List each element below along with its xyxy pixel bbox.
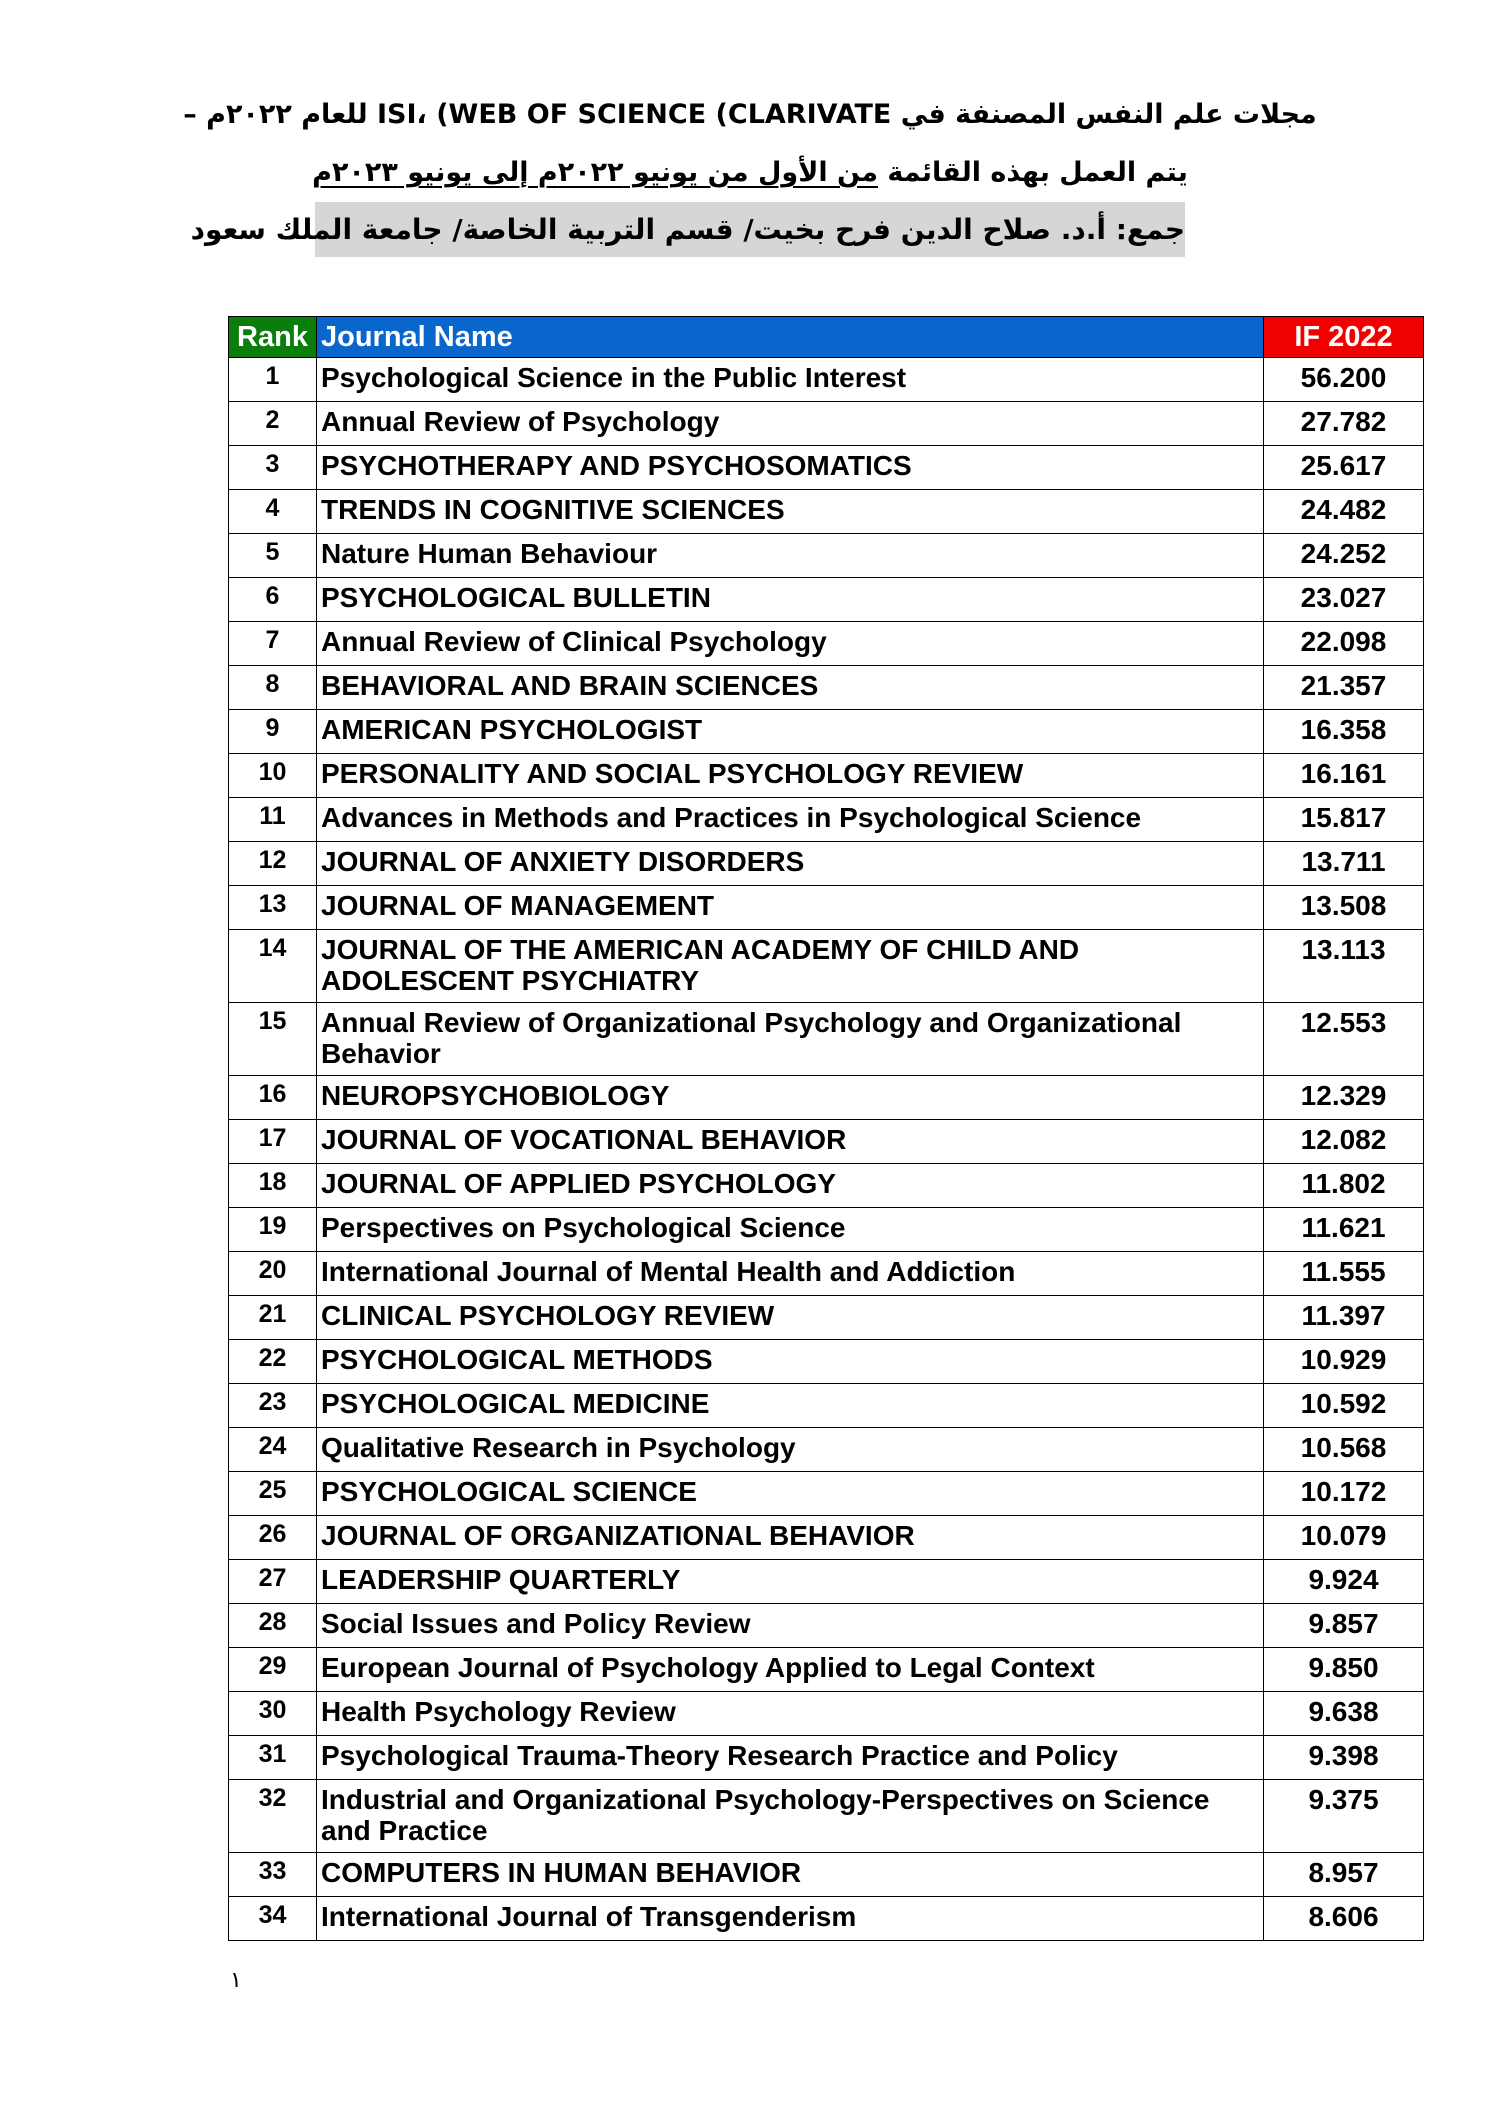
rank-cell: 10 xyxy=(229,754,317,798)
rank-cell: 26 xyxy=(229,1516,317,1560)
journal-name-cell: Psychological Trauma-Theory Research Practice and Policy xyxy=(317,1736,1264,1780)
rank-cell: 19 xyxy=(229,1208,317,1252)
table-row xyxy=(229,1296,1424,1340)
impact-factor-cell: 9.850 xyxy=(1264,1648,1424,1692)
table-row xyxy=(229,1428,1424,1472)
validity-dates: من الأول من يونيو ٢٠٢٢م إلى يونيو ٢٠٢٣م xyxy=(312,157,878,188)
impact-factor-cell: 9.924 xyxy=(1264,1560,1424,1604)
impact-factor-cell: 11.621 xyxy=(1264,1208,1424,1252)
impact-factor-cell: 12.553 xyxy=(1264,1003,1424,1076)
table-row xyxy=(229,798,1424,842)
table-row xyxy=(229,1780,1424,1853)
journal-name-cell: Health Psychology Review xyxy=(317,1692,1264,1736)
rank-cell: 29 xyxy=(229,1648,317,1692)
journal-name-cell: Psychological Science in the Public Interest xyxy=(317,358,1264,402)
rank-cell: 22 xyxy=(229,1340,317,1384)
rank-cell: 8 xyxy=(229,666,317,710)
rank-cell: 18 xyxy=(229,1164,317,1208)
table-row xyxy=(229,754,1424,798)
impact-factor-cell: 27.782 xyxy=(1264,402,1424,446)
impact-factor-cell: 10.592 xyxy=(1264,1384,1424,1428)
validity-label: يتم العمل بهذه القائمة xyxy=(878,157,1188,188)
rank-cell: 16 xyxy=(229,1076,317,1120)
impact-factor-cell: 12.082 xyxy=(1264,1120,1424,1164)
rank-cell: 12 xyxy=(229,842,317,886)
impact-factor-cell: 10.172 xyxy=(1264,1472,1424,1516)
table-body xyxy=(229,358,1424,1941)
impact-factor-cell: 9.857 xyxy=(1264,1604,1424,1648)
impact-factor-cell: 23.027 xyxy=(1264,578,1424,622)
journal-name-cell: COMPUTERS IN HUMAN BEHAVIOR xyxy=(317,1853,1264,1897)
page-number: ١ xyxy=(230,1968,242,1993)
rank-cell: 11 xyxy=(229,798,317,842)
table-row xyxy=(229,1648,1424,1692)
table-row xyxy=(229,1516,1424,1560)
journal-name-cell: Annual Review of Psychology xyxy=(317,402,1264,446)
journal-name-cell: JOURNAL OF ORGANIZATIONAL BEHAVIOR xyxy=(317,1516,1264,1560)
rank-cell: 24 xyxy=(229,1428,317,1472)
rank-cell: 15 xyxy=(229,1003,317,1076)
impact-factor-cell: 9.375 xyxy=(1264,1780,1424,1853)
table-row xyxy=(229,1692,1424,1736)
rank-cell: 3 xyxy=(229,446,317,490)
rank-cell: 21 xyxy=(229,1296,317,1340)
table-row xyxy=(229,1208,1424,1252)
journal-name-cell: Social Issues and Policy Review xyxy=(317,1604,1264,1648)
journal-name-cell: Nature Human Behaviour xyxy=(317,534,1264,578)
journal-name-cell: JOURNAL OF THE AMERICAN ACADEMY OF CHILD AND ADOLESCENT PSYCHIATRY xyxy=(317,930,1264,1003)
rank-cell: 30 xyxy=(229,1692,317,1736)
rank-cell: 33 xyxy=(229,1853,317,1897)
table-row xyxy=(229,710,1424,754)
impact-factor-cell: 56.200 xyxy=(1264,358,1424,402)
journal-name-cell: Perspectives on Psychological Science xyxy=(317,1208,1264,1252)
table-row xyxy=(229,1853,1424,1897)
impact-factor-cell: 16.358 xyxy=(1264,710,1424,754)
rank-cell: 20 xyxy=(229,1252,317,1296)
journal-name-cell: PSYCHOLOGICAL BULLETIN xyxy=(317,578,1264,622)
table-row xyxy=(229,1076,1424,1120)
journal-name-cell: JOURNAL OF APPLIED PSYCHOLOGY xyxy=(317,1164,1264,1208)
rank-cell: 2 xyxy=(229,402,317,446)
table-row xyxy=(229,402,1424,446)
table-row xyxy=(229,842,1424,886)
table-row xyxy=(229,534,1424,578)
impact-factor-cell: 10.929 xyxy=(1264,1340,1424,1384)
rank-cell: 1 xyxy=(229,358,317,402)
table-row xyxy=(229,1604,1424,1648)
journal-name-cell: CLINICAL PSYCHOLOGY REVIEW xyxy=(317,1296,1264,1340)
rank-cell: 23 xyxy=(229,1384,317,1428)
rank-cell: 7 xyxy=(229,622,317,666)
rank-cell: 14 xyxy=(229,930,317,1003)
journal-name-cell: European Journal of Psychology Applied to Legal Context xyxy=(317,1648,1264,1692)
impact-factor-cell: 16.161 xyxy=(1264,754,1424,798)
impact-factor-cell: 9.638 xyxy=(1264,1692,1424,1736)
validity-period xyxy=(0,154,1500,192)
compiler-credit: جمع: أ.د. صلاح الدين فرح بخيت/ قسم التربية الخاصة/ جامعة الملك سعود xyxy=(190,213,1185,246)
journals-table xyxy=(228,316,1424,1941)
journal-name-cell: BEHAVIORAL AND BRAIN SCIENCES xyxy=(317,666,1264,710)
journal-name-cell: JOURNAL OF ANXIETY DISORDERS xyxy=(317,842,1264,886)
impact-factor-cell: 8.957 xyxy=(1264,1853,1424,1897)
journal-name-cell: Advances in Methods and Practices in Psychological Science xyxy=(317,798,1264,842)
table-row xyxy=(229,358,1424,402)
journal-name-cell: Annual Review of Clinical Psychology xyxy=(317,622,1264,666)
table-row xyxy=(229,1003,1424,1076)
table-row xyxy=(229,446,1424,490)
impact-factor-cell: 11.555 xyxy=(1264,1252,1424,1296)
impact-factor-cell: 13.113 xyxy=(1264,930,1424,1003)
impact-factor-cell: 13.711 xyxy=(1264,842,1424,886)
journal-name-cell: International Journal of Transgenderism xyxy=(317,1897,1264,1941)
impact-factor-cell: 11.397 xyxy=(1264,1296,1424,1340)
compiler-banner xyxy=(190,202,1185,257)
impact-factor-cell: 8.606 xyxy=(1264,1897,1424,1941)
journal-name-cell: International Journal of Mental Health and Addiction xyxy=(317,1252,1264,1296)
impact-factor-cell: 22.098 xyxy=(1264,622,1424,666)
journal-name-cell: AMERICAN PSYCHOLOGIST xyxy=(317,710,1264,754)
table-row xyxy=(229,886,1424,930)
impact-factor-cell: 13.508 xyxy=(1264,886,1424,930)
column-header-rank: Rank xyxy=(229,317,317,358)
journal-name-cell: PSYCHOLOGICAL MEDICINE xyxy=(317,1384,1264,1428)
table-row xyxy=(229,1340,1424,1384)
journal-name-cell: PSYCHOTHERAPY AND PSYCHOSOMATICS xyxy=(317,446,1264,490)
journal-name-cell: PSYCHOLOGICAL SCIENCE xyxy=(317,1472,1264,1516)
table-row xyxy=(229,930,1424,1003)
column-header-journal-name: Journal Name xyxy=(317,317,1264,358)
rank-cell: 32 xyxy=(229,1780,317,1853)
document-title: مجلات علم النفس المصنفة في ISI، (WEB OF SCIENCE (CLARIVATE للعام ٢٠٢٢م – xyxy=(183,99,1317,130)
journal-name-cell: TRENDS IN COGNITIVE SCIENCES xyxy=(317,490,1264,534)
table-row xyxy=(229,1897,1424,1941)
table-row xyxy=(229,1164,1424,1208)
journal-name-cell: Qualitative Research in Psychology xyxy=(317,1428,1264,1472)
journal-name-cell: NEUROPSYCHOBIOLOGY xyxy=(317,1076,1264,1120)
table-row xyxy=(229,1252,1424,1296)
rank-cell: 13 xyxy=(229,886,317,930)
rank-cell: 4 xyxy=(229,490,317,534)
impact-factor-cell: 25.617 xyxy=(1264,446,1424,490)
rank-cell: 34 xyxy=(229,1897,317,1941)
rank-cell: 25 xyxy=(229,1472,317,1516)
table-header-row xyxy=(229,317,1424,358)
rank-cell: 17 xyxy=(229,1120,317,1164)
impact-factor-cell: 12.329 xyxy=(1264,1076,1424,1120)
table-row xyxy=(229,1560,1424,1604)
impact-factor-cell: 10.079 xyxy=(1264,1516,1424,1560)
rank-cell: 5 xyxy=(229,534,317,578)
impact-factor-cell: 21.357 xyxy=(1264,666,1424,710)
impact-factor-cell: 24.252 xyxy=(1264,534,1424,578)
table-row xyxy=(229,578,1424,622)
table-row xyxy=(229,622,1424,666)
impact-factor-cell: 24.482 xyxy=(1264,490,1424,534)
column-header-impact-factor: IF 2022 xyxy=(1264,317,1424,358)
table-row xyxy=(229,1384,1424,1428)
journal-name-cell: Annual Review of Organizational Psychology and Organizational Behavior xyxy=(317,1003,1264,1076)
impact-factor-cell: 9.398 xyxy=(1264,1736,1424,1780)
table-row xyxy=(229,666,1424,710)
impact-factor-cell: 15.817 xyxy=(1264,798,1424,842)
rank-cell: 27 xyxy=(229,1560,317,1604)
impact-factor-cell: 11.802 xyxy=(1264,1164,1424,1208)
rank-cell: 31 xyxy=(229,1736,317,1780)
journal-name-cell: PERSONALITY AND SOCIAL PSYCHOLOGY REVIEW xyxy=(317,754,1264,798)
journal-name-cell: Industrial and Organizational Psychology-Perspectives on Science and Practice xyxy=(317,1780,1264,1853)
journal-name-cell: JOURNAL OF MANAGEMENT xyxy=(317,886,1264,930)
journal-name-cell: LEADERSHIP QUARTERLY xyxy=(317,1560,1264,1604)
journal-name-cell: JOURNAL OF VOCATIONAL BEHAVIOR xyxy=(317,1120,1264,1164)
table-row xyxy=(229,1472,1424,1516)
rank-cell: 28 xyxy=(229,1604,317,1648)
table-row xyxy=(229,1736,1424,1780)
table-row xyxy=(229,1120,1424,1164)
rank-cell: 9 xyxy=(229,710,317,754)
journal-name-cell: PSYCHOLOGICAL METHODS xyxy=(317,1340,1264,1384)
table-row xyxy=(229,490,1424,534)
rank-cell: 6 xyxy=(229,578,317,622)
impact-factor-cell: 10.568 xyxy=(1264,1428,1424,1472)
